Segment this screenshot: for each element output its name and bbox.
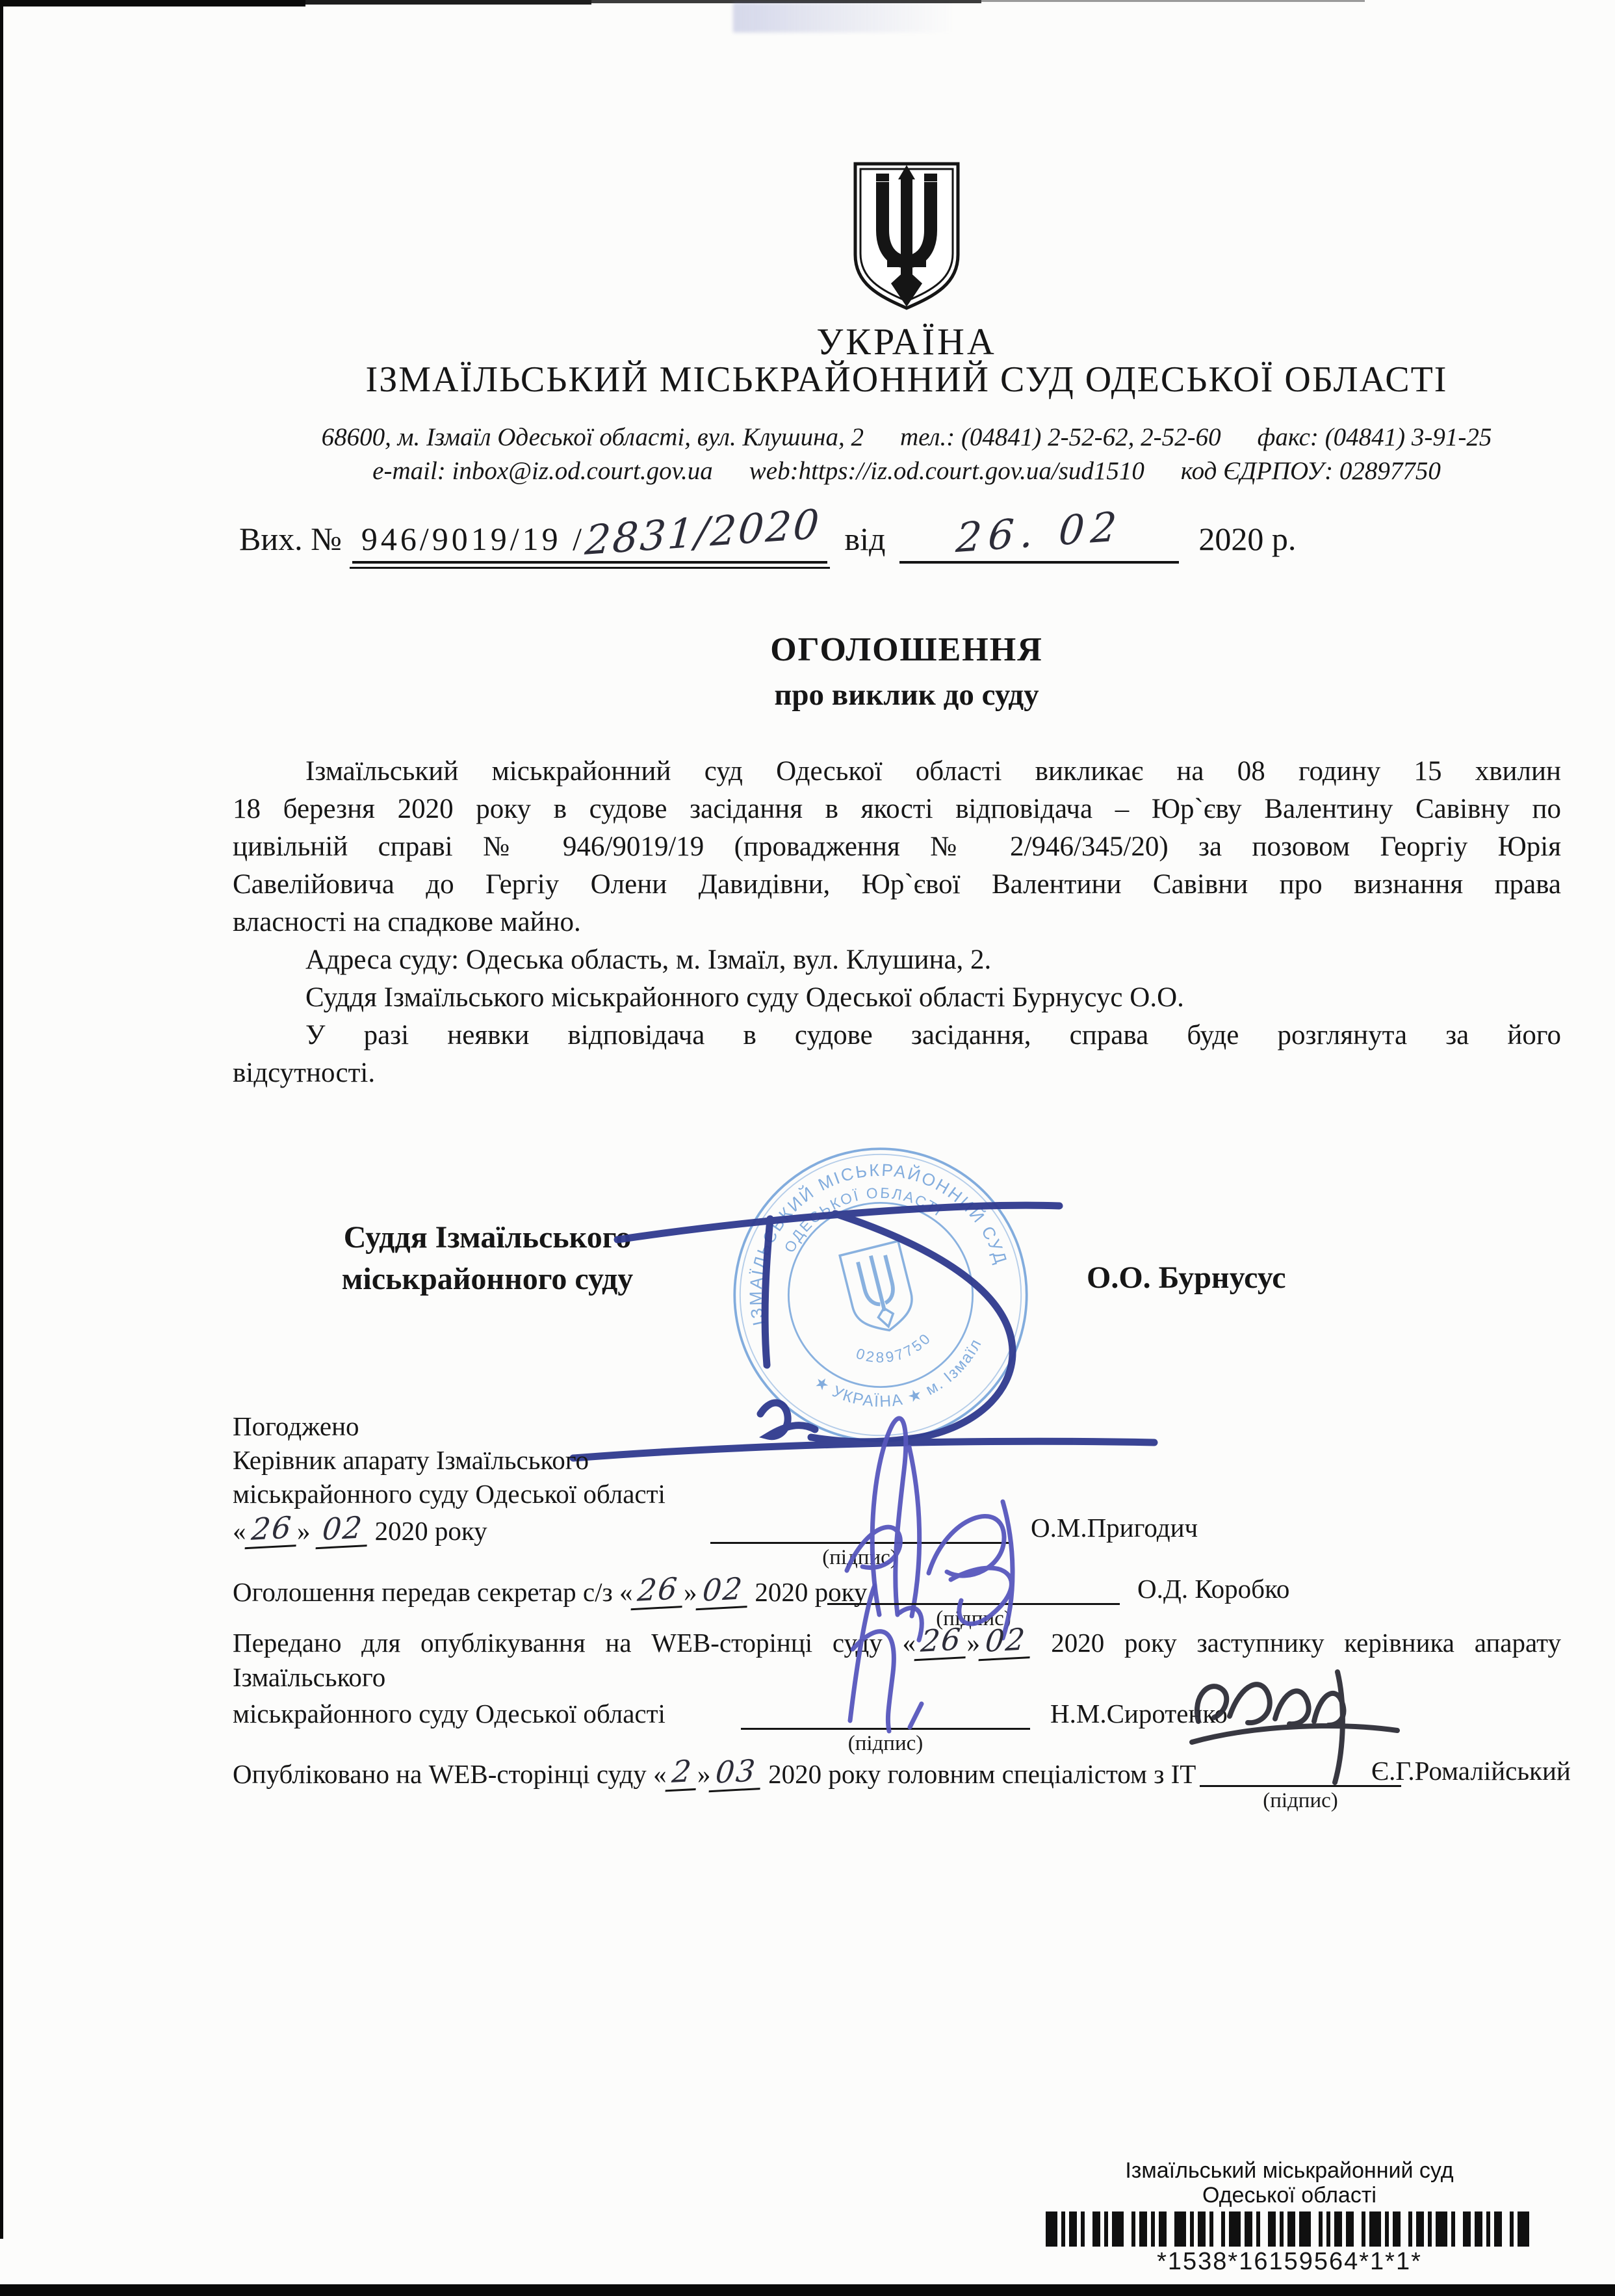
signature-line	[827, 1573, 1120, 1630]
contact-line-2	[257, 456, 1557, 486]
quote-open: «	[653, 1759, 667, 1789]
handwritten-ref-number: 2831/2020	[583, 500, 823, 564]
handwritten-month: 02	[315, 1509, 369, 1549]
handwritten-month: 03	[709, 1753, 763, 1792]
signature-line	[710, 1512, 1009, 1569]
scan-edge-left	[0, 0, 3, 2239]
ref-from-label: від	[844, 521, 886, 557]
barcode-code: *1538*16159564*1*1*	[1157, 2248, 1422, 2275]
transfer-line-cont: Ізмаїльського	[233, 1662, 386, 1692]
outgoing-ref-line	[239, 500, 1297, 564]
signature-caption: (підпис)	[1263, 1789, 1338, 1812]
published-text-after: 2020 року головним спеціалістом з ІТ	[768, 1759, 1196, 1789]
country-title: УКРАЇНА	[816, 320, 997, 363]
body-line: цивільній справі № 946/9019/19 (провадження № 2/946/345/20) за позовом Георгіу Юрія	[233, 831, 1561, 862]
scan-edge-top	[305, 0, 591, 5]
approver-name: Є.Г.Ромалійський	[1371, 1756, 1571, 1786]
judge-name: О.О. Бурнусус	[1087, 1260, 1286, 1295]
approver-name: О.М.Пригодич	[1031, 1513, 1198, 1543]
handwritten-month: 02	[979, 1621, 1033, 1661]
quote-close: »	[966, 1628, 981, 1658]
barcode-court-line: Одеської області	[1202, 2183, 1376, 2208]
deputy-line: міськрайонного суду Одеської області	[233, 1699, 665, 1729]
secretary-text: Оголошення передав секретар с/з	[233, 1577, 613, 1607]
body-line-court-address: Адреса суду: Одеська область, м. Ізмаїл, вул. Клушина, 2.	[305, 945, 992, 975]
published-text: Опубліковано на WEB-сторінці суду	[233, 1759, 647, 1789]
ref-year: 2020 р.	[1198, 521, 1297, 557]
signature-caption: (підпис)	[822, 1546, 898, 1569]
approval-year: 2020 року	[755, 1577, 868, 1607]
body-line: власності на спадкове майно.	[233, 907, 581, 937]
stamp-ring-bottom-text: ★ УКРАЇНА ★ м. Ізмаїл	[810, 1335, 986, 1411]
handwritten-day: 26	[244, 1509, 298, 1549]
document-title: ОГОЛОШЕННЯ	[770, 631, 1043, 668]
document-subtitle: про виклик до суду	[774, 678, 1039, 712]
handwritten-day: 2	[665, 1753, 699, 1792]
quote-open: «	[233, 1516, 246, 1546]
scan-smudge	[733, 3, 954, 33]
judge-title-line: міськрайонного суду	[341, 1262, 634, 1296]
body-line: Ізмаїльський міськрайонний суд Одеської області викликає на 08 годину 15 хвилин	[305, 756, 1561, 787]
quote-open: «	[619, 1577, 633, 1607]
ref-date-field	[899, 502, 1179, 564]
barcode-block	[1024, 2158, 1555, 2276]
judge-signature	[546, 1180, 1170, 1472]
body-line: відсутності.	[233, 1058, 376, 1088]
approver-name: О.Д. Коробко	[1137, 1574, 1290, 1604]
ukraine-trident-emblem-icon	[850, 160, 963, 312]
secretary-line	[233, 1573, 867, 1610]
signature-caption: (підпис)	[847, 1732, 924, 1755]
agreed-label: Погоджено	[233, 1411, 359, 1441]
approval-year: 2020 року	[374, 1516, 487, 1546]
transfer-text: Передано для опублікування на WEB-сторінці суду	[233, 1628, 883, 1658]
transfer-text-after: 2020 року заступнику керівника апарату	[1051, 1628, 1561, 1658]
judge-title-line: Суддя Ізмаїльського	[343, 1220, 632, 1255]
quote-close: »	[697, 1759, 711, 1789]
approver-name: Н.М.Сиротенко	[1050, 1699, 1228, 1729]
contact-line-1	[257, 423, 1557, 452]
scan-edge-top	[981, 0, 1365, 2]
court-web: web:https://iz.od.court.gov.ua/sud1510	[749, 457, 1144, 485]
barcode-icon	[1024, 2211, 1555, 2247]
quote-open: «	[902, 1628, 916, 1658]
apparatus-head-line: Керівник апарату Ізмаїльського	[233, 1445, 589, 1475]
scan-edge-top	[0, 0, 305, 7]
ref-case-number: 946/9019/19 /	[361, 521, 585, 557]
handwritten-month: 02	[695, 1571, 749, 1610]
body-line: У разі неявки відповідача в судове засідання, справа буде розглянута за його	[305, 1020, 1561, 1050]
handwritten-ref-date: 26. 02	[954, 502, 1125, 562]
court-edrpou: код ЄДРПОУ: 02897750	[1180, 457, 1441, 485]
barcode-court-line: Ізмаїльський міськрайонний суд	[1125, 2158, 1454, 2183]
court-email: e-mail: inbox@iz.od.court.gov.ua	[372, 457, 713, 485]
handwritten-day: 26	[631, 1571, 685, 1610]
handwritten-day: 26	[914, 1621, 968, 1661]
transfer-line	[233, 1621, 1561, 1661]
body-line: 18 березня 2020 року в судове засідання в якості відповідача – Юр`єву Валентину Савівну по	[233, 794, 1561, 824]
signature-line	[741, 1698, 1030, 1755]
court-name: ІЗМАЇЛЬСЬКИЙ МІСЬКРАЙОННИЙ СУД ОДЕСЬКОЇ ОБЛАСТІ	[365, 359, 1448, 400]
published-line	[233, 1755, 1196, 1792]
announcement-body	[233, 753, 1561, 1092]
approval-date	[233, 1509, 487, 1549]
ref-number-field	[352, 500, 828, 564]
court-address: 68600, м. Ізмаїл Одеської області, вул. Клушина, 2	[321, 423, 864, 451]
ref-label: Вих. №	[239, 521, 342, 557]
apparatus-head-line: міськрайонного суду Одеської області	[233, 1479, 665, 1509]
signature-caption: (підпис)	[936, 1607, 1011, 1630]
quote-close: »	[684, 1577, 697, 1607]
court-phone: тел.: (04841) 2-52-62, 2-52-60	[899, 423, 1221, 451]
quote-close: »	[297, 1516, 311, 1546]
stamp-ring-inner-text: ОДЕСЬКОЇ ОБЛАСТІ	[781, 1184, 947, 1256]
stamp-ring-top-text: ІЗМАЇЛЬСЬКИЙ МІСЬКРАЙОННИЙ СУД	[745, 1160, 1012, 1328]
scan-edge-bottom	[0, 2284, 1615, 2296]
body-line-judge: Суддя Ізмаїльського міськрайонного суду Одеської області Бурнусус О.О.	[305, 982, 1184, 1013]
body-line: Савелійовича до Гергіу Олени Давидівни, Юр`євої Валентини Савівни про визнання права	[233, 869, 1561, 900]
court-fax: факс: (04841) 3-91-25	[1257, 423, 1492, 451]
stamp-code-text: 02897750	[854, 1329, 935, 1366]
